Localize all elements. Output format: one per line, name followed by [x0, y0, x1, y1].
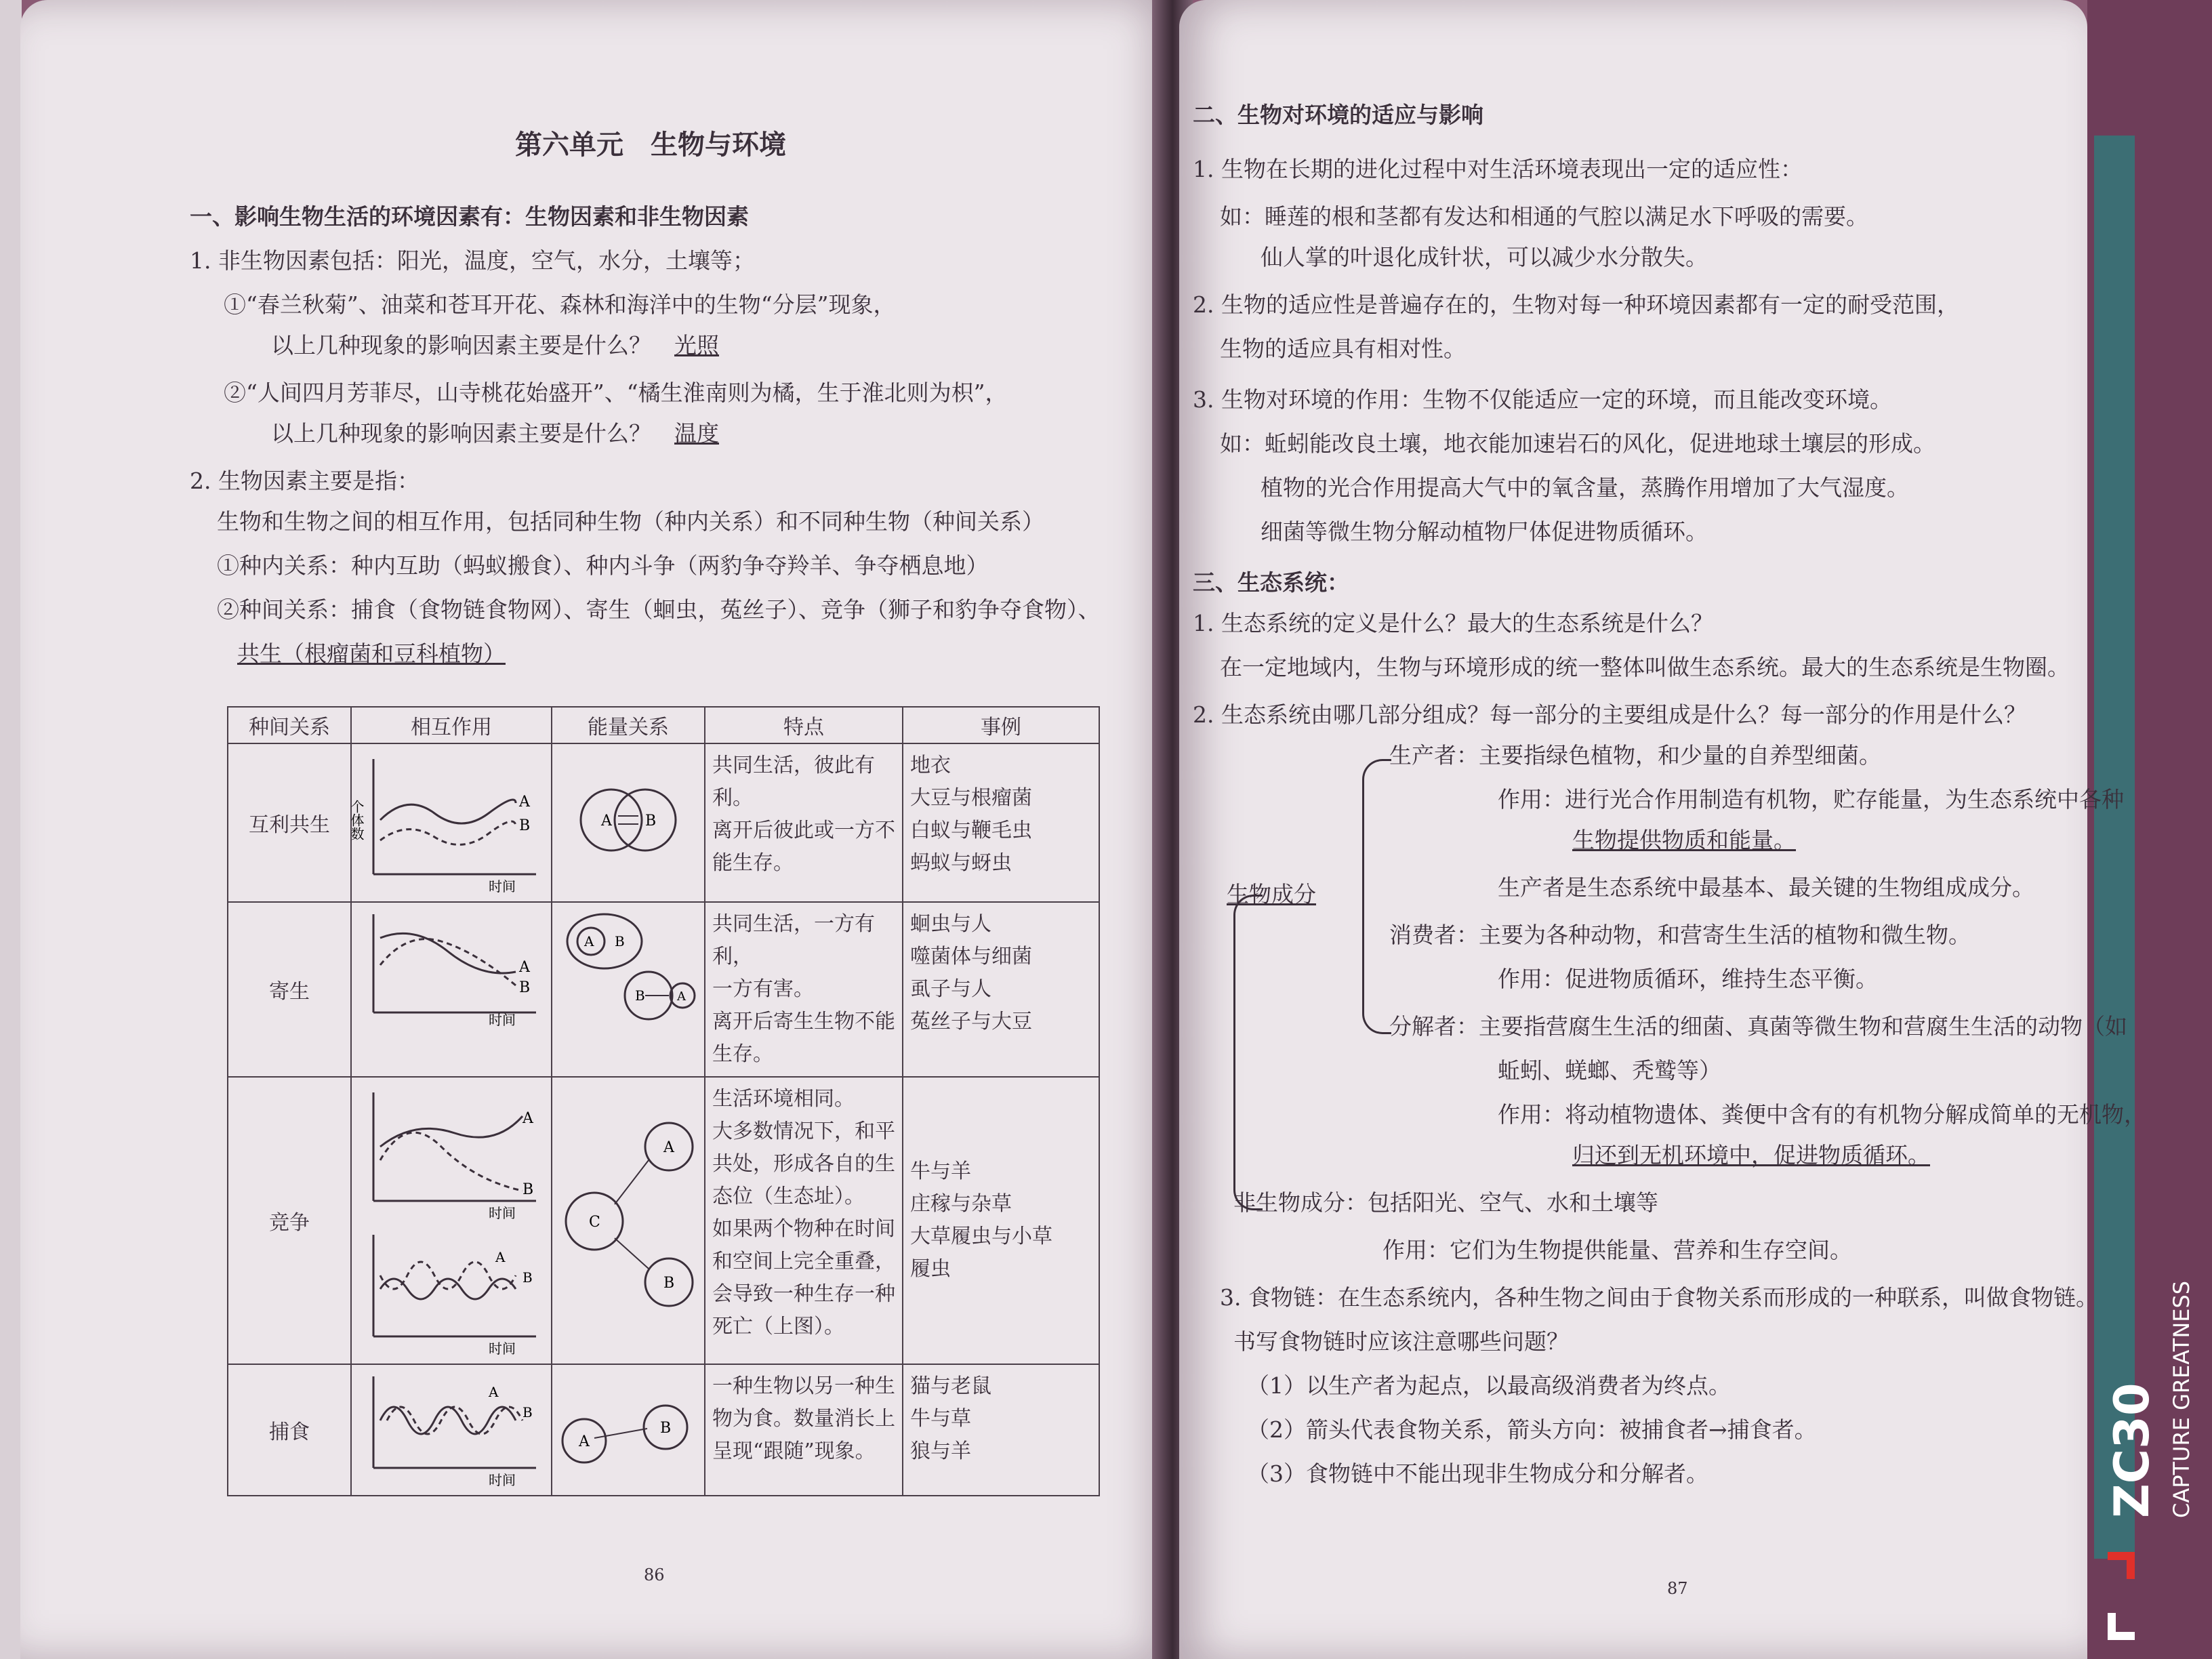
- svg-text:B: B: [635, 987, 645, 1004]
- population-graph: [351, 1364, 552, 1496]
- trait-line: 呈现“跟随”现象。: [712, 1439, 876, 1463]
- examples: [903, 743, 1099, 902]
- example-line: 履虫: [910, 1257, 951, 1281]
- col-header: 相互作用: [351, 707, 552, 743]
- svg-text:B: B: [523, 1181, 534, 1198]
- svg-text:B: B: [523, 1269, 533, 1286]
- trait-line: 态位（生态址）。: [712, 1185, 865, 1208]
- composition-question: 2. 生态系统由哪几部分组成？每一部分的主要组成是什么？每一部分的作用是什么？: [1193, 701, 2026, 728]
- question-2-prompt: 以上几种现象的影响因素主要是什么？: [271, 420, 651, 447]
- trait-line: 一种生物以另一种生: [712, 1374, 895, 1398]
- svg-text:A: A: [677, 989, 686, 1004]
- svg-text:时间: 时间: [489, 878, 516, 895]
- trait-line: 大多数情况下，和平: [712, 1120, 895, 1143]
- relation-name: 竞争: [228, 1077, 351, 1364]
- example-line: 白蚁与鞭毛虫: [910, 819, 1032, 842]
- svg-text:C: C: [589, 1214, 600, 1231]
- svg-text:A: A: [523, 1110, 533, 1127]
- biotic-factors: 2. 生物因素主要是指：: [190, 468, 419, 494]
- question-2: ②“人间四月芳菲尽，山寺桃花始盛开”、“橘生淮南则为橘，生于淮北则为枳”，: [224, 380, 1008, 406]
- trait-line: 生存。: [712, 1042, 773, 1066]
- influence-example-3: 细菌等微生物分解动植物尸体促进物质循环。: [1261, 518, 1708, 545]
- relation-name: 捕食: [228, 1364, 351, 1496]
- trait-line: 一方有害。: [712, 977, 814, 1001]
- producer-role: 作用：进行光合作用制造有机物，贮存能量，为生态系统中各种: [1498, 786, 2124, 813]
- example-line: 大豆与根瘤菌: [910, 786, 1032, 810]
- table-header-row: [228, 707, 1099, 743]
- page-number: 86: [644, 1565, 665, 1584]
- svg-text:B: B: [615, 933, 625, 949]
- example-line: 狼与羊: [910, 1439, 971, 1463]
- example-line: 牛与羊: [910, 1160, 971, 1183]
- svg-text:A: A: [519, 794, 530, 811]
- section-3-heading: 三、生态系统：: [1193, 569, 1349, 596]
- bio-component: 生物成分: [1227, 881, 1316, 907]
- food-chain-rule-3: （3）食物链中不能出现非生物成分和分解者。: [1247, 1460, 1708, 1487]
- intraspecific: ①种内关系：种内互助（蚂蚁搬食）、种内斗争（两豹争夺羚羊、争夺栖息地）: [217, 552, 989, 579]
- table-row: [228, 1364, 1099, 1496]
- relation-name: 互利共生: [228, 743, 351, 902]
- traits: [705, 743, 903, 902]
- traits: [705, 1364, 903, 1496]
- interspecific-relations-table: [227, 706, 1100, 1496]
- svg-text:个体数: 个体数: [348, 800, 365, 840]
- examples: [903, 902, 1099, 1077]
- table-row: [228, 1077, 1099, 1364]
- biotic-interaction: 生物和生物之间的相互作用，包括同种生物（种内关系）和不同种生物（种间关系）: [217, 508, 1044, 535]
- svg-text:A: A: [495, 1249, 506, 1265]
- population-graph: [351, 1077, 552, 1364]
- example-line: 庄稼与杂草: [910, 1192, 1012, 1216]
- influence: 3. 生物对环境的作用：生物不仅能适应一定的环境，而且能改变环境。: [1193, 386, 1892, 413]
- trait-line: 物为食。数量消长上: [712, 1407, 895, 1431]
- food-chain-question: 书写食物链时应该注意哪些问题？: [1233, 1328, 1569, 1355]
- food-chain-rule-2: （2）箭头代表食物关系，箭头方向：被捕食者→捕食者。: [1247, 1416, 1817, 1443]
- col-header: 事例: [903, 707, 1099, 743]
- svg-text:B: B: [519, 817, 531, 834]
- left-page: [20, 0, 1172, 1659]
- trait-line: 会导致一种生存一种: [712, 1282, 895, 1306]
- ecosystem-question: 1. 生态系统的定义是什么？最大的生态系统是什么？: [1193, 610, 1713, 636]
- example-line: 噬菌体与细菌: [910, 945, 1032, 968]
- trait-line: 离开后彼此或一方不: [712, 819, 895, 842]
- adaptation-example-2: 仙人掌的叶退化成针状，可以减少水分散失。: [1261, 244, 1708, 270]
- svg-text:A: A: [584, 933, 594, 949]
- page-number: 87: [1667, 1579, 1688, 1598]
- example-line: 地衣: [910, 754, 951, 777]
- symbiosis-example: 共生（根瘤菌和豆科植物）: [237, 640, 506, 667]
- trait-line: 能生存。: [712, 851, 794, 875]
- unit-title: 第六单元 生物与环境: [515, 129, 786, 161]
- examples: [903, 1077, 1099, 1364]
- example-line: 菟丝子与大豆: [910, 1010, 1032, 1033]
- svg-text:B: B: [523, 1404, 533, 1420]
- col-header: 种间关系: [228, 707, 351, 743]
- svg-text:A: A: [489, 1384, 499, 1400]
- consumer-role: 作用：促进物质循环，维持生态平衡。: [1498, 966, 1878, 992]
- question-1: ①“春兰秋菊”、油菜和苍耳开花、森林和海洋中的生物“分层”现象，: [224, 291, 896, 318]
- trait-line: 生活环境相同。: [712, 1087, 855, 1111]
- col-header: 特点: [705, 707, 903, 743]
- table-row: [228, 743, 1099, 902]
- population-graph: [348, 743, 552, 902]
- svg-text:时间: 时间: [489, 1205, 516, 1221]
- section-1-heading: 一、影响生物生活的环境因素有：生物因素和非生物因素: [190, 203, 749, 230]
- trait-line: 如果两个物种在时间: [712, 1217, 895, 1241]
- svg-text:时间: 时间: [489, 1472, 516, 1488]
- trait-line: 和空间上完全重叠，: [712, 1250, 895, 1273]
- svg-text:时间: 时间: [489, 1340, 516, 1357]
- producer: 生产者：主要指绿色植物，和少量的自养型细菌。: [1389, 742, 1881, 769]
- traits: [705, 902, 903, 1077]
- brace-bio: [1362, 759, 1391, 1034]
- producer-note: 生产者是生态系统中最基本、最关键的生物组成成分。: [1498, 874, 2034, 901]
- svg-text:B: B: [660, 1420, 672, 1437]
- example-line: 蚂蚁与蚜虫: [910, 851, 1012, 875]
- producer-role-cont: 生物提供物质和能量。: [1572, 827, 1796, 853]
- svg-text:B: B: [663, 1275, 675, 1292]
- decomposer: 分解者：主要指营腐生生活的细菌、真菌等微生物和营腐生生活的动物（如: [1389, 1013, 2127, 1040]
- decomposer-role: 作用：将动植物遗体、粪便中含有的有机物分解成简单的无机物，: [1498, 1101, 2146, 1128]
- influence-example-2: 植物的光合作用提高大气中的氧含量，蒸腾作用增加了大气湿度。: [1261, 474, 1909, 501]
- svg-text:ZC30: ZC30: [2104, 1382, 2160, 1518]
- decomposer-role-cont: 归还到无机环境中，促进物质循环。: [1572, 1142, 1930, 1168]
- answer-1: 光照: [674, 332, 719, 359]
- ecosystem-definition: 在一定地域内，生物与环境形成的统一整体叫做生态系统。最大的生态系统是生物圈。: [1220, 654, 2070, 680]
- svg-text:B: B: [519, 979, 531, 996]
- svg-text:A: A: [579, 1433, 590, 1450]
- adaptation: 1. 生物在长期的进化过程中对生活环境表现出一定的适应性：: [1193, 156, 1803, 182]
- trait-line: 共同生活，一方有利，: [712, 912, 875, 968]
- influence-example-1: 如：蚯蚓能改良土壤，地衣能加速岩石的风化，促进地球土壤层的形成。: [1220, 430, 1936, 457]
- camera-watermark: [2094, 1233, 2203, 1654]
- col-header: 能量关系: [552, 707, 705, 743]
- decomposer-cont: 蚯蚓、蜣螂、秃鹫等）: [1498, 1057, 1721, 1084]
- svg-text:A: A: [601, 813, 612, 830]
- abiotic-role: 作用：它们为生物提供能量、营养和生存空间。: [1382, 1237, 1852, 1263]
- energy-diagram: [552, 1364, 705, 1496]
- relation-name: 寄生: [228, 902, 351, 1077]
- trait-line: 共处，形成各自的生: [712, 1152, 895, 1176]
- example-line: 虱子与人: [910, 977, 991, 1001]
- trait-line: 死亡（上图）。: [712, 1315, 844, 1338]
- example-line: 牛与草: [910, 1407, 971, 1431]
- example-line: 大草履虫与小草: [910, 1225, 1052, 1248]
- trait-line: 共同生活，彼此有利。: [712, 754, 875, 810]
- food-chain-rule-1: （1）以生产者为起点，以最高级消费者为终点。: [1247, 1372, 1731, 1399]
- answer-2: 温度: [674, 420, 719, 447]
- svg-text:A: A: [519, 959, 530, 976]
- example-line: 蛔虫与人: [910, 912, 991, 936]
- brace-components: [1233, 895, 1263, 1210]
- food-chain: 3. 食物链：在生态系统内，各种生物之间由于食物关系而形成的一种联系，叫做食物链。: [1220, 1284, 2098, 1311]
- section-2-heading: 二、生物对环境的适应与影响: [1193, 102, 1483, 128]
- example-line: 猫与老鼠: [910, 1374, 991, 1398]
- energy-diagram: [552, 1077, 705, 1364]
- adaptation-example-1: 如：睡莲的根和茎都有发达和相通的气腔以满足水下呼吸的需要。: [1220, 203, 1868, 230]
- relativity: 生物的适应具有相对性。: [1220, 335, 1466, 362]
- svg-text:时间: 时间: [489, 1012, 516, 1028]
- interspecific: ②种间关系：捕食（食物链食物网）、寄生（蛔虫，菟丝子）、竞争（狮子和豹争夺食物）、: [217, 596, 1101, 623]
- energy-diagram: [552, 902, 705, 1077]
- traits: [705, 1077, 903, 1364]
- population-graph: [351, 902, 552, 1077]
- universality: 2. 生物的适应性是普遍存在的，生物对每一种环境因素都有一定的耐受范围，: [1193, 291, 1959, 318]
- question-1-prompt: 以上几种现象的影响因素主要是什么？: [271, 332, 651, 359]
- book-edge-left: [0, 0, 22, 1659]
- consumer: 消费者：主要为各种动物，和营寄生生活的植物和微生物。: [1389, 922, 1971, 948]
- svg-text:B: B: [645, 813, 657, 830]
- abiotic-component: 非生物成分：包括阳光、空气、水和土壤等: [1233, 1189, 1658, 1216]
- trait-line: 离开后寄生生物不能: [712, 1010, 895, 1033]
- table-row: [228, 902, 1099, 1077]
- svg-text:CAPTURE GREATNESS: CAPTURE GREATNESS: [2169, 1280, 2194, 1518]
- energy-diagram: [552, 743, 705, 902]
- abiotic-factors: 1. 非生物因素包括：阳光，温度，空气，水分，土壤等；: [190, 247, 755, 274]
- examples: [903, 1364, 1099, 1496]
- svg-text:A: A: [663, 1139, 674, 1156]
